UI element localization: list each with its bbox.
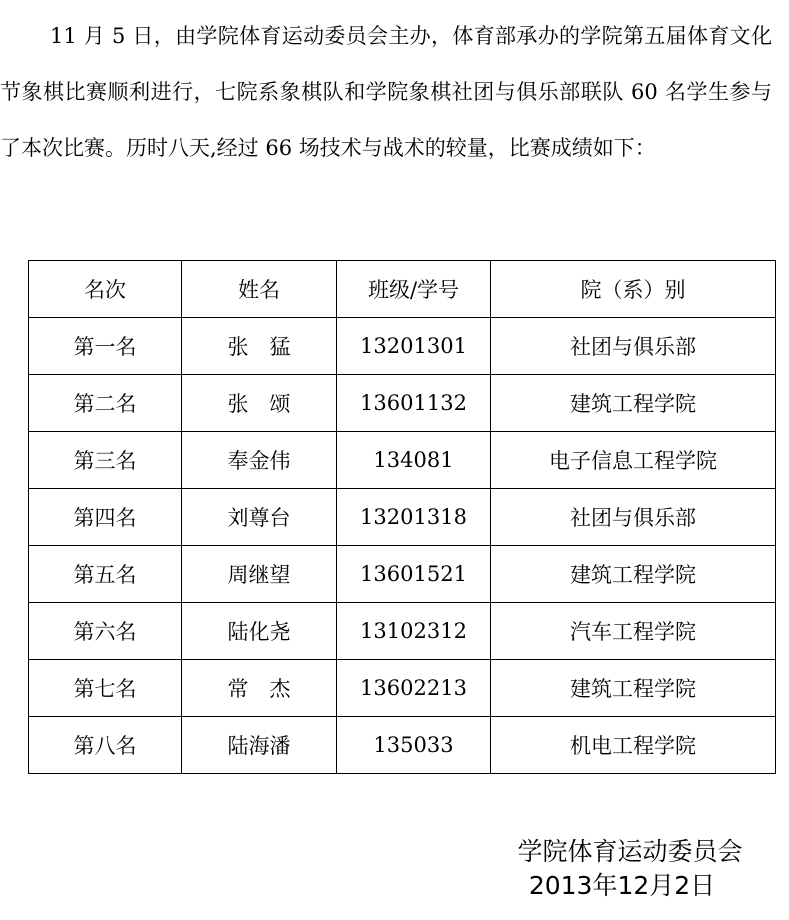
cell-name: 张 猛 (182, 318, 337, 375)
results-table (28, 260, 776, 774)
signature-organization: 学院体育运动委员会 (517, 837, 743, 866)
cell-rank: 第八名 (29, 717, 182, 774)
cell-rank: 第二名 (29, 375, 182, 432)
signature-date: 2013年12月2日 (528, 871, 716, 900)
cell-department: 建筑工程学院 (491, 546, 776, 603)
cell-rank: 第五名 (29, 546, 182, 603)
header-name: 姓名 (182, 261, 337, 318)
table-row (29, 546, 776, 603)
signature-block (480, 834, 770, 902)
cell-department: 建筑工程学院 (491, 660, 776, 717)
table-row (29, 318, 776, 375)
table-row (29, 432, 776, 489)
header-department: 院（系）别 (491, 261, 776, 318)
cell-department: 社团与俱乐部 (491, 489, 776, 546)
cell-name: 奉金伟 (182, 432, 337, 489)
cell-name: 周继望 (182, 546, 337, 603)
intro-paragraph: 11 月 5 日，由学院体育运动委员会主办，体育部承办的学院第五届体育文化节象棋比赛顺利进行，七院系象棋队和学院象棋社团与俱乐部联队 60 名学生参与了本次比赛。历时八天,经过 66 场技术与战术的较量，比赛成绩如下： (0, 24, 772, 160)
cell-class-id: 135033 (337, 717, 491, 774)
cell-rank: 第四名 (29, 489, 182, 546)
cell-name: 陆海潘 (182, 717, 337, 774)
table-row (29, 603, 776, 660)
cell-rank: 第一名 (29, 318, 182, 375)
cell-rank: 第七名 (29, 660, 182, 717)
cell-class-id: 134081 (337, 432, 491, 489)
header-rank: 名次 (29, 261, 182, 318)
cell-department: 建筑工程学院 (491, 375, 776, 432)
table-row (29, 375, 776, 432)
table-row (29, 489, 776, 546)
cell-class-id: 13201318 (337, 489, 491, 546)
cell-class-id: 13601132 (337, 375, 491, 432)
cell-class-id: 13201301 (337, 318, 491, 375)
cell-class-id: 13102312 (337, 603, 491, 660)
cell-class-id: 13602213 (337, 660, 491, 717)
table-header-row (29, 261, 776, 318)
cell-class-id: 13601521 (337, 546, 491, 603)
cell-name: 张 颂 (182, 375, 337, 432)
table-row (29, 717, 776, 774)
cell-department: 机电工程学院 (491, 717, 776, 774)
cell-rank: 第三名 (29, 432, 182, 489)
header-class-id: 班级/学号 (337, 261, 491, 318)
table-row (29, 660, 776, 717)
cell-rank: 第六名 (29, 603, 182, 660)
cell-department: 汽车工程学院 (491, 603, 776, 660)
cell-name: 常 杰 (182, 660, 337, 717)
cell-department: 电子信息工程学院 (491, 432, 776, 489)
cell-name: 陆化尧 (182, 603, 337, 660)
cell-department: 社团与俱乐部 (491, 318, 776, 375)
cell-name: 刘尊台 (182, 489, 337, 546)
